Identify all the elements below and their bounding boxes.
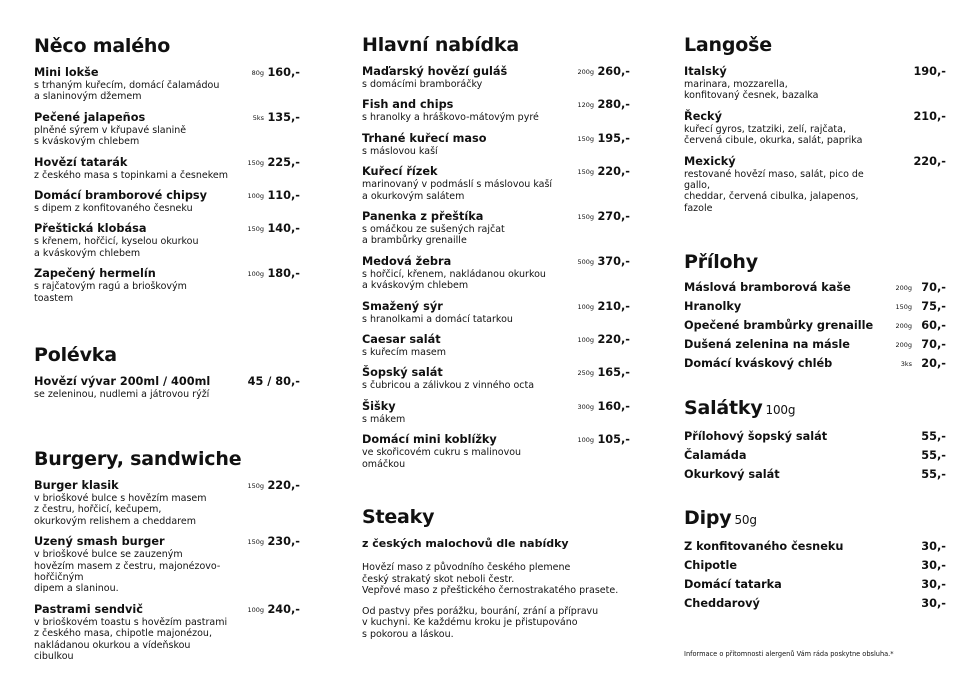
item-name: Italský [684, 65, 727, 78]
item-price: 165,- [597, 366, 630, 380]
item-name: Hranolky [684, 300, 742, 313]
item-price: 210,- [597, 299, 630, 313]
salatky-title: Salátky [684, 397, 763, 419]
item-weight: 300g [577, 402, 594, 411]
item-weight: 100g [577, 336, 594, 345]
item-description: v brioškové bulce se zauzeným hovězím masem z čestru, majonézovo-hořčičným dipem a slaninou. [34, 549, 221, 595]
section-steaky [362, 506, 630, 650]
section-polevka [34, 344, 300, 408]
item-name: Mexický [684, 154, 736, 168]
menu-item [34, 267, 300, 304]
menu-item [684, 110, 946, 147]
item-name: Mini lokše [34, 66, 99, 79]
steaky-subtitle: z českých malochovů dle nabídky [362, 537, 569, 550]
menu-item [362, 65, 630, 90]
item-description: v brioškové bulce s hovězím masem z čestru, hořčicí, kečupem, okurkovým relishem a cheddarem [34, 493, 207, 527]
item-price: 230,- [267, 535, 300, 549]
menu-item [684, 594, 946, 613]
item-name: Cheddarový [684, 597, 760, 610]
menu-item [362, 132, 630, 157]
item-name: Přeštická klobása [34, 222, 147, 236]
item-price: 60,- [921, 319, 946, 332]
item-price: 135,- [267, 110, 300, 124]
item-weight: 120g [577, 101, 594, 110]
section-title: Steaky [362, 506, 435, 528]
item-price: 260,- [597, 65, 630, 78]
menu-item [362, 400, 630, 425]
item-name: Pastrami sendvič [34, 602, 143, 616]
menu-item [684, 316, 946, 335]
item-description: s hranolkami a domácí tatarkou [362, 313, 513, 325]
item-price: 30,- [921, 597, 946, 610]
item-name: Chipotle [684, 559, 737, 572]
item-weight: 250g [577, 369, 594, 378]
menu-item [684, 65, 946, 102]
item-description: marinovaný v podmáslí s máslovou kaší a okurkovým salátem [362, 179, 553, 202]
item-name: Domácí bramborové chipsy [34, 189, 208, 203]
item-name: Trhané kuřecí maso [362, 131, 487, 145]
item-name: Smažený sýr [362, 299, 443, 313]
section-title [684, 397, 946, 421]
item-description: ve skořicovém cukru s malinovou omáčkou [362, 447, 522, 470]
item-name: Z konfitovaného česneku [684, 540, 844, 553]
item-weight: 80g [251, 69, 264, 77]
item-name: Uzený smash burger [34, 535, 165, 549]
section-neco-maleho [34, 35, 300, 312]
item-weight: 100g [247, 270, 264, 279]
item-name: Kuřecí řízek [362, 165, 438, 179]
menu-item [684, 278, 946, 297]
menu-item [362, 333, 630, 358]
section-title: Burgery, sandwiche [34, 448, 242, 470]
section-hlavni-nabidka [362, 34, 630, 478]
item-description: marinara, mozzarella, konfitovaný česnek, bazalka [684, 79, 819, 102]
item-weight: 100g [247, 605, 264, 614]
item-name: Přílohový šopský salát [684, 430, 828, 443]
section-title [684, 507, 946, 531]
item-description: se zeleninou, nudlemi a játrovou rýží [34, 389, 210, 400]
item-price: 225,- [267, 155, 300, 169]
menu-item [362, 300, 630, 325]
item-description: s kuřecím masem [362, 347, 447, 359]
item-name: Medová žebra [362, 254, 452, 268]
item-price: 270,- [597, 210, 630, 224]
item-price: 75,- [921, 300, 946, 313]
item-weight: 100g [577, 302, 594, 311]
item-weight: 200g [895, 284, 912, 292]
item-price: 30,- [921, 578, 946, 591]
menu-item [362, 210, 630, 247]
item-weight: 150g [577, 168, 594, 177]
item-price: 140,- [267, 222, 300, 236]
menu-item [362, 433, 630, 470]
item-name: Dušená zelenina na másle [684, 338, 850, 351]
item-price: 220,- [913, 154, 946, 168]
section-langose [684, 34, 946, 222]
item-name: Máslová bramborová kaše [684, 281, 851, 294]
item-price: 20,- [921, 357, 946, 370]
steaky-paragraph: Od pastvy přes porážku, bourání, zrání a přípravu v kuchyni. Ke každému kroku je přistupováno s pokorou a láskou. [362, 605, 599, 640]
item-description: s křenem, hořčicí, kyselou okurkou a kváskovým chlebem [34, 236, 199, 259]
section-title: Hlavní nabídka [362, 34, 519, 56]
item-description: s domácími bramboráčky [362, 79, 483, 90]
item-name: Opečené brambůrky grenaille [684, 319, 874, 332]
item-description: s dipem z konfitovaného česneku [34, 203, 193, 215]
item-price: 70,- [921, 281, 946, 294]
item-weight: 150g [577, 134, 594, 143]
item-name: Panenka z přeštíka [362, 210, 484, 224]
item-name: Domácí mini koblížky [362, 433, 497, 447]
menu-item [362, 366, 630, 391]
item-weight: 3ks [900, 360, 912, 368]
menu-item [684, 354, 946, 373]
item-description: kuřecí gyros, tzatziki, zelí, rajčata, červená cibule, okurka, salát, paprika [684, 123, 863, 147]
menu-item [34, 222, 300, 259]
salatky-weight: 100g [765, 403, 796, 417]
menu-item [684, 297, 946, 316]
item-name: Burger klasik [34, 479, 119, 492]
menu-item [684, 465, 946, 484]
item-price: 55,- [921, 468, 946, 481]
item-description: v brioškovém toastu s hovězím pastrami z českého masa, chipotle majonézou, nakládanou okurkou a vídeňskou cibulkou [34, 616, 228, 663]
allergen-footnote: Informace o přítomnosti alergenů Vám ráda poskytne obsluha.* [684, 650, 894, 658]
item-name: Čalamáda [684, 449, 747, 462]
item-name: Šopský salát [362, 366, 443, 380]
menu-item [34, 189, 300, 214]
item-name: Okurkový salát [684, 468, 780, 481]
item-weight: 150g [895, 303, 912, 311]
item-weight: 200g [577, 68, 594, 76]
section-title: Přílohy [684, 251, 758, 273]
item-weight: 500g [577, 257, 594, 266]
item-description: s máslovou kaší [362, 145, 438, 157]
section-title: Něco malého [34, 35, 171, 57]
item-weight: 200g [895, 341, 912, 349]
menu-item [362, 165, 630, 202]
item-description: s hořčicí, křenem, nakládanou okurkou a kváskovým chlebem [362, 268, 546, 292]
menu-item [684, 155, 946, 215]
item-description: s čubricou a zálivkou z vinného octa [362, 380, 535, 392]
dipy-title: Dipy [684, 507, 732, 529]
section-title: Langoše [684, 34, 772, 56]
menu-item [362, 98, 630, 123]
item-name: Hovězí tatarák [34, 155, 128, 169]
menu-item [34, 535, 300, 595]
item-description: z českého masa s topinkami a česnekem [34, 169, 229, 181]
item-price: 70,- [921, 338, 946, 351]
item-description: plněné sýrem v křupavé slanině s kváskovým chlebem [34, 124, 187, 148]
item-weight: 5ks [252, 113, 264, 122]
item-price: 160,- [597, 399, 630, 413]
item-price: 195,- [597, 131, 630, 145]
item-weight: 150g [247, 538, 264, 547]
item-price: 210,- [913, 109, 946, 123]
item-description: s omáčkou ze sušených rajčat a brambůrky grenaille [362, 224, 505, 247]
item-price: 110,- [267, 189, 300, 203]
section-salatky [684, 397, 946, 484]
menu-item [684, 556, 946, 575]
item-weight: 150g [247, 225, 264, 234]
item-price: 55,- [921, 430, 946, 443]
item-price: 180,- [267, 267, 300, 281]
section-dipy [684, 507, 946, 613]
item-price: 55,- [921, 449, 946, 462]
item-price: 160,- [267, 66, 300, 79]
item-name: Pečené jalapeños [34, 110, 146, 124]
menu-item [34, 111, 300, 148]
item-name: Řecký [684, 109, 722, 123]
item-weight: 100g [247, 192, 264, 201]
item-name: Domácí kváskový chléb [684, 357, 833, 370]
item-name: Šišky [362, 399, 396, 413]
section-prilohy [684, 251, 946, 373]
item-price: 30,- [921, 540, 946, 553]
menu-item [34, 375, 300, 400]
item-price: 220,- [267, 479, 300, 492]
menu-item [34, 156, 300, 181]
menu-item [684, 537, 946, 556]
item-weight: 150g [247, 482, 264, 490]
item-price: 105,- [597, 433, 630, 447]
item-price: 240,- [267, 602, 300, 616]
item-price: 190,- [913, 65, 946, 78]
item-weight: 200g [895, 322, 912, 330]
item-name: Zapečený hermelín [34, 267, 156, 281]
item-price: 220,- [597, 333, 630, 347]
section-title: Polévka [34, 344, 117, 366]
item-description: s hranolky a hráškovo-mátovým pyré [362, 112, 539, 124]
item-description: s trhaným kuřecím, domácí čalamádou a slaninovým džemem [34, 80, 220, 103]
menu-item [684, 427, 946, 446]
item-weight: 100g [577, 436, 594, 445]
menu-item [684, 446, 946, 465]
menu-item [34, 479, 300, 527]
item-price: 220,- [597, 165, 630, 179]
item-weight: 150g [577, 213, 594, 222]
item-description: s rajčatovým ragú a brioškovým toastem [34, 281, 187, 304]
menu-item [34, 66, 300, 103]
menu-item [684, 335, 946, 354]
item-price: 280,- [597, 98, 630, 112]
dipy-weight: 50g [734, 513, 757, 527]
steaky-paragraph: Hovězí maso z původního českého plemene český strakatý skot neboli čestr. Vepřové maso z přeštického černostrakatého prasete. [362, 562, 619, 597]
item-name: Maďarský hovězí guláš [362, 65, 508, 78]
item-name: Fish and chips [362, 98, 454, 112]
menu-item [34, 603, 300, 663]
item-description: restované hovězí maso, salát, pico de gallo, cheddar, červená cibulka, jalapenos, fazole [684, 168, 864, 214]
item-description: s mákem [362, 413, 406, 425]
item-name: Caesar salát [362, 333, 441, 347]
item-name: Hovězí vývar 200ml / 400ml [34, 375, 211, 388]
item-price: 30,- [921, 559, 946, 572]
menu-item [684, 575, 946, 594]
item-name: Domácí tatarka [684, 578, 782, 591]
menu-item [362, 255, 630, 292]
item-weight: 150g [247, 158, 264, 167]
section-burgery [34, 448, 300, 670]
item-price: 45 / 80,- [247, 375, 300, 388]
item-price: 370,- [597, 254, 630, 268]
